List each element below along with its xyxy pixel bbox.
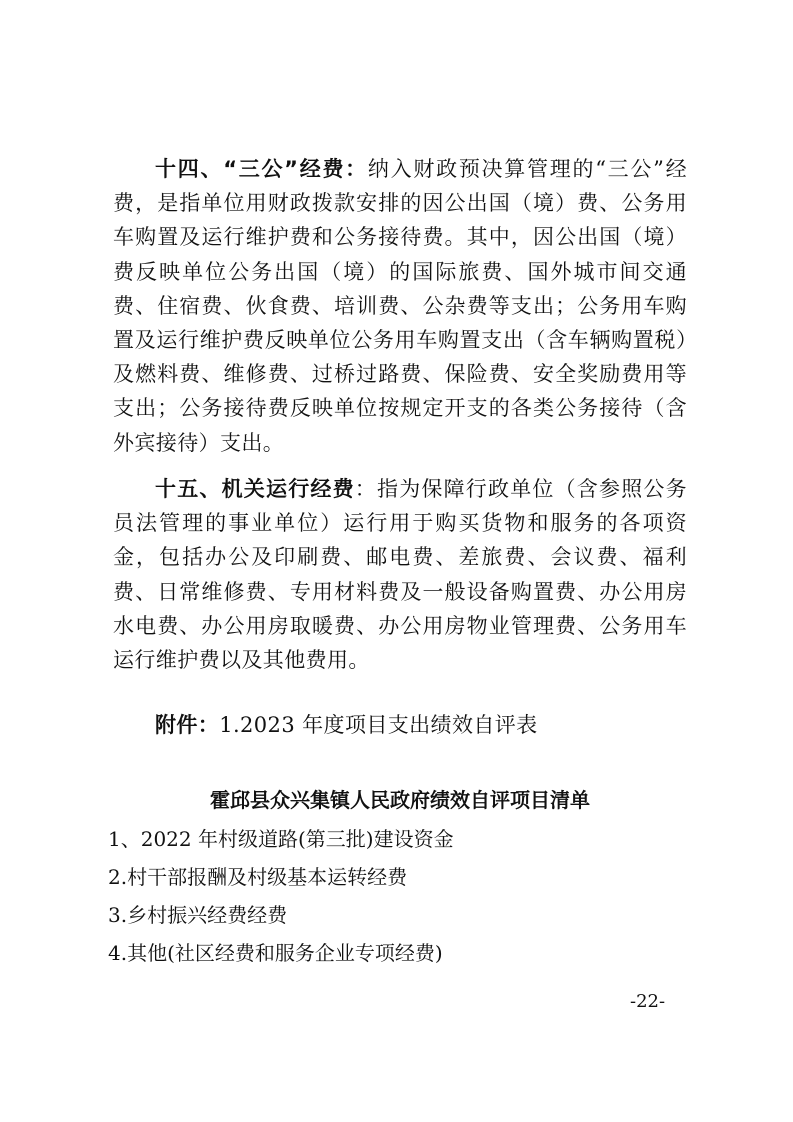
list-item: 4.其他(社区经费和服务企业专项经费) xyxy=(108,941,443,965)
list-item: 1、2022 年村级道路(第三批)建设资金 xyxy=(108,827,454,851)
paragraph-heading: 十四、“三公”经费： xyxy=(155,157,368,181)
list-item: 3.乡村振兴经费经费 xyxy=(108,903,288,927)
paragraph-agency-operating-expenses xyxy=(113,472,687,677)
page-number: -22- xyxy=(630,991,666,1012)
project-list xyxy=(108,820,454,972)
attachment-text: 1.2023 年度项目支出绩效自评表 xyxy=(219,713,538,737)
paragraph-heading: 十五、机关运行经费 xyxy=(155,477,355,501)
paragraph-body: ：指为保障行政单位（含参照公务员法管理的事业单位）运行用于购买货物和服务的各项资金，包括办公及印刷费、邮电费、差旅费、会议费、福利费、日常维修费、专用材料费及一般设备购置费、办公用房水电费、办公用房取暖费、办公用房物业管理费、公务用车运行维护费以及其他费用。 xyxy=(113,477,687,673)
list-item: 2.村干部报酬及村级基本运转经费 xyxy=(108,865,408,889)
attachment-label: 附件： xyxy=(155,713,220,737)
paragraph-three-public-expenses xyxy=(113,152,687,460)
attachment-line xyxy=(155,708,538,742)
paragraph-body: 纳入财政预决算管理的“三公”经费，是指单位用财政拨款安排的因公出国（境）费、公务用车购置及运行维护费和公务接待费。其中，因公出国（境）费反映单位公务出国（境）的国际旅费、国外城市间交通费、住宿费、伙食费、培训费、公杂费等支出；公务用车购置及运行维护费反映单位公务用车购置支出（含车辆购置税）及燃料费、维修费、过桥过路费、保险费、安全奖励费用等支出；公务接待费反映单位按规定开支的各类公务接待（含外宾接待）支出。 xyxy=(113,157,687,455)
project-list-title: 霍邱县众兴集镇人民政府绩效自评项目清单 xyxy=(210,788,590,812)
